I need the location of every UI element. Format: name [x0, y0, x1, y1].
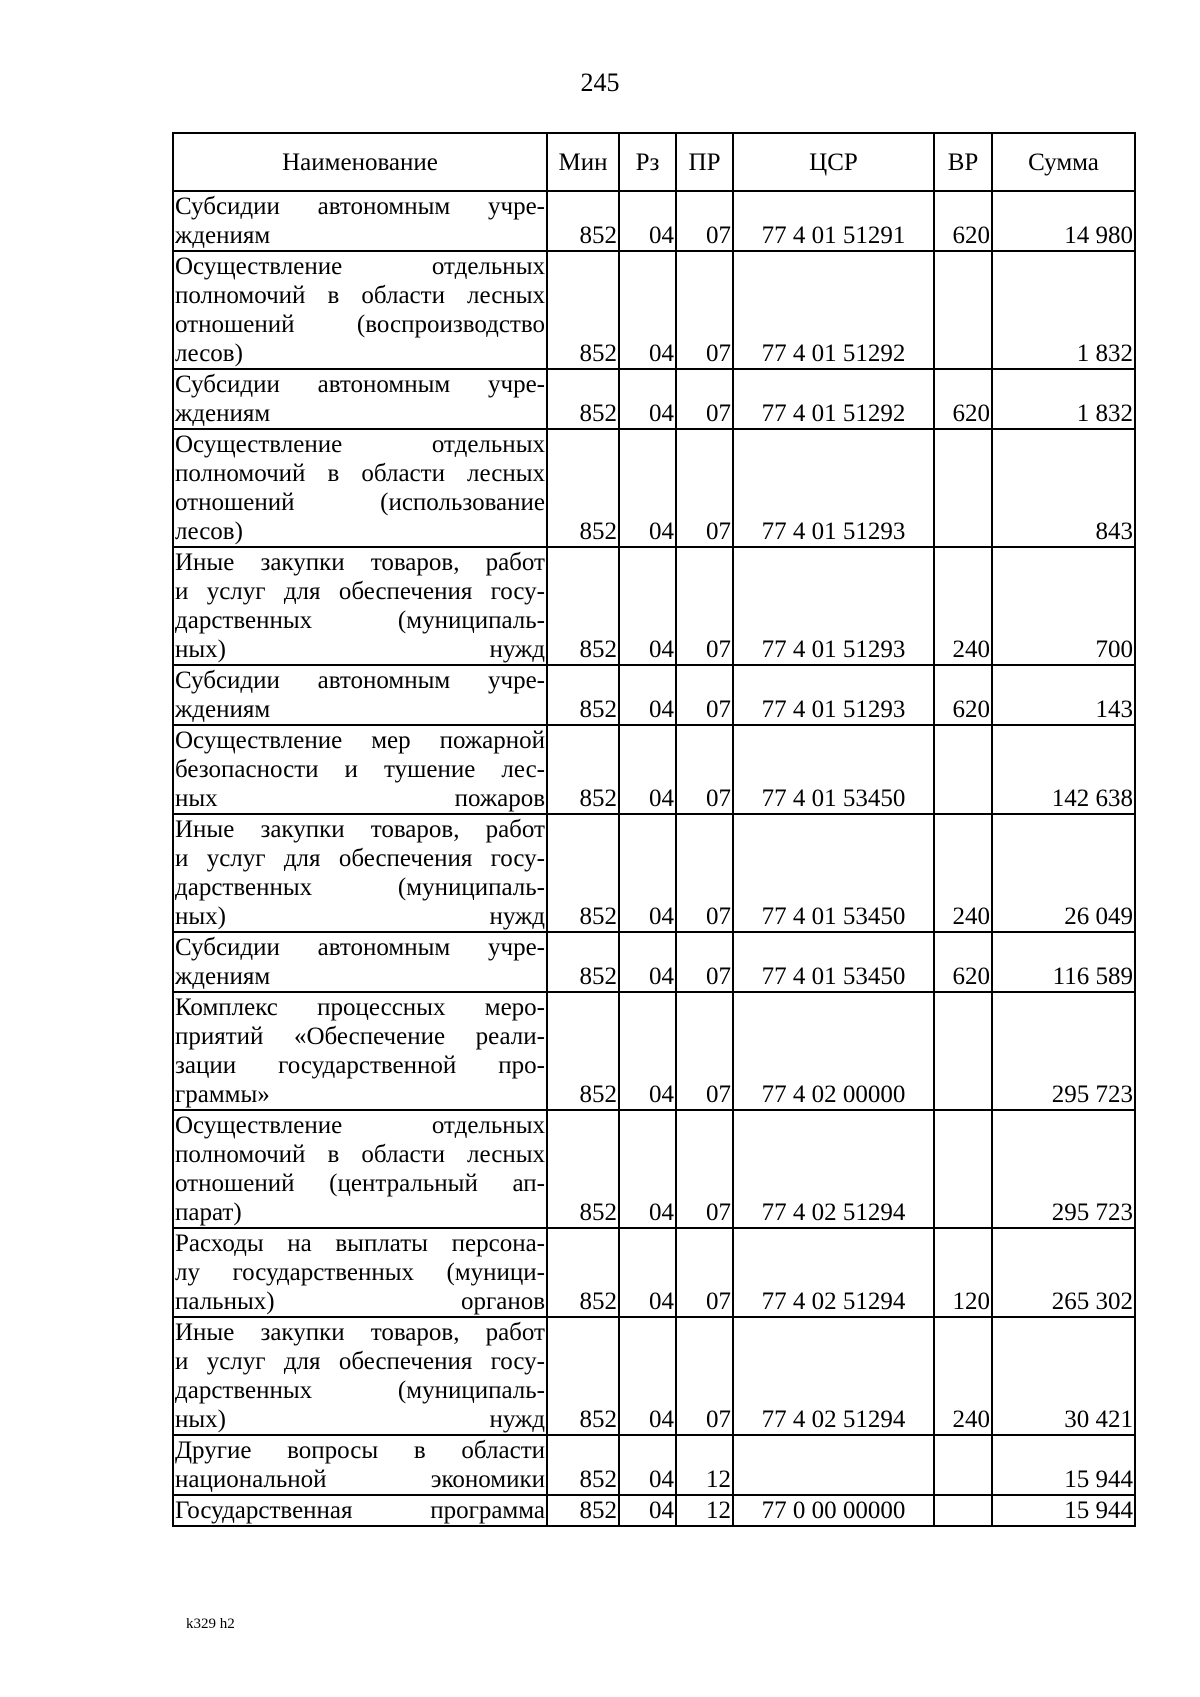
cell-name: Государственная программа: [175, 1497, 545, 1524]
cell-sum: 700: [992, 547, 1135, 665]
table-row: [173, 547, 1135, 665]
cell-sum: 265 302: [992, 1228, 1135, 1317]
table-row: [173, 429, 1135, 547]
cell-min: 852: [547, 1317, 619, 1435]
cell-csr: 77 4 02 51294: [733, 1110, 934, 1228]
cell-vr: [934, 725, 992, 814]
cell-vr: [934, 1435, 992, 1495]
cell-rz: 04: [619, 1317, 676, 1435]
header-min: Мин: [547, 133, 619, 191]
cell-csr: 77 0 00 00000: [733, 1495, 934, 1526]
cell-vr: 120: [934, 1228, 992, 1317]
cell-pr: 07: [676, 191, 733, 251]
table-row: [173, 932, 1135, 992]
cell-csr: 77 4 02 00000: [733, 992, 934, 1110]
table-row: [173, 992, 1135, 1110]
cell-rz: 04: [619, 1228, 676, 1317]
cell-name: Осуществление мер пожарной безопасности и тушение лес- ных пожаров: [175, 727, 545, 812]
header-rz: Рз: [619, 133, 676, 191]
table-row: [173, 251, 1135, 369]
cell-rz: 04: [619, 547, 676, 665]
cell-min: 852: [547, 429, 619, 547]
cell-sum: 142 638: [992, 725, 1135, 814]
table-row: [173, 1228, 1135, 1317]
cell-sum: 26 049: [992, 814, 1135, 932]
cell-csr: 77 4 01 51291: [733, 191, 934, 251]
page-number: 245: [580, 68, 620, 97]
cell-rz: 04: [619, 1110, 676, 1228]
table-row: [173, 814, 1135, 932]
cell-pr: 07: [676, 429, 733, 547]
footer-code: k329 h2: [186, 1616, 235, 1632]
cell-rz: 04: [619, 369, 676, 429]
cell-csr: 77 4 01 51292: [733, 369, 934, 429]
cell-min: 852: [547, 814, 619, 932]
cell-csr: [733, 1435, 934, 1495]
cell-name: Иные закупки товаров, работ и услуг для обеспечения госу- дарственных (муниципаль- ных) нужд: [175, 816, 545, 930]
table-row: [173, 369, 1135, 429]
cell-csr: 77 4 01 51293: [733, 429, 934, 547]
cell-vr: [934, 1495, 992, 1526]
cell-pr: 12: [676, 1435, 733, 1495]
cell-pr: 07: [676, 932, 733, 992]
cell-pr: 07: [676, 251, 733, 369]
header-sum: Сумма: [992, 133, 1135, 191]
table-row: [173, 665, 1135, 725]
table-row: [173, 725, 1135, 814]
cell-name: Субсидии автономным учре- ждениям: [175, 934, 545, 990]
cell-min: 852: [547, 932, 619, 992]
cell-sum: 1 832: [992, 251, 1135, 369]
header-csr: ЦСР: [733, 133, 934, 191]
cell-vr: [934, 1110, 992, 1228]
cell-rz: 04: [619, 1435, 676, 1495]
cell-vr: 240: [934, 1317, 992, 1435]
cell-pr: 12: [676, 1495, 733, 1526]
cell-name: Субсидии автономным учре- ждениям: [175, 667, 545, 723]
cell-rz: 04: [619, 429, 676, 547]
table-row: [173, 1110, 1135, 1228]
cell-vr: 240: [934, 814, 992, 932]
cell-csr: 77 4 01 51293: [733, 665, 934, 725]
table-row: [173, 1435, 1135, 1495]
cell-min: 852: [547, 191, 619, 251]
cell-name: Расходы на выплаты персона- лу государственных (муници- пальных) органов: [175, 1230, 545, 1315]
cell-rz: 04: [619, 992, 676, 1110]
cell-name: Субсидии автономным учре- ждениям: [175, 193, 545, 249]
cell-rz: 04: [619, 665, 676, 725]
cell-min: 852: [547, 992, 619, 1110]
cell-sum: 116 589: [992, 932, 1135, 992]
cell-rz: 04: [619, 1495, 676, 1526]
cell-sum: 1 832: [992, 369, 1135, 429]
cell-min: 852: [547, 369, 619, 429]
cell-name: Другие вопросы в области национальной экономики: [175, 1437, 545, 1493]
cell-min: 852: [547, 1435, 619, 1495]
cell-min: 852: [547, 547, 619, 665]
cell-rz: 04: [619, 932, 676, 992]
cell-pr: 07: [676, 992, 733, 1110]
cell-pr: 07: [676, 1228, 733, 1317]
cell-csr: 77 4 02 51294: [733, 1317, 934, 1435]
cell-vr: 620: [934, 665, 992, 725]
cell-vr: [934, 251, 992, 369]
cell-rz: 04: [619, 725, 676, 814]
cell-name: Иные закупки товаров, работ и услуг для обеспечения госу- дарственных (муниципаль- ных) нужд: [175, 549, 545, 663]
cell-sum: 30 421: [992, 1317, 1135, 1435]
cell-rz: 04: [619, 814, 676, 932]
table-header-row: [173, 133, 1135, 191]
budget-table: [172, 132, 1136, 1527]
table-row: [173, 191, 1135, 251]
cell-vr: 620: [934, 932, 992, 992]
cell-pr: 07: [676, 665, 733, 725]
cell-sum: 15 944: [992, 1435, 1135, 1495]
cell-csr: 77 4 01 53450: [733, 725, 934, 814]
cell-min: 852: [547, 251, 619, 369]
cell-csr: 77 4 02 51294: [733, 1228, 934, 1317]
table-row: [173, 1317, 1135, 1435]
cell-pr: 07: [676, 369, 733, 429]
cell-csr: 77 4 01 51293: [733, 547, 934, 665]
cell-vr: [934, 992, 992, 1110]
cell-rz: 04: [619, 191, 676, 251]
table-body: [173, 191, 1135, 1526]
header-vr: ВР: [934, 133, 992, 191]
cell-vr: 620: [934, 191, 992, 251]
cell-name: Осуществление отдельных полномочий в области лесных отношений (воспроизводство лесов): [175, 253, 545, 367]
cell-name: Иные закупки товаров, работ и услуг для обеспечения госу- дарственных (муниципаль- ных) нужд: [175, 1319, 545, 1433]
table-row: [173, 1495, 1135, 1526]
header-pr: ПР: [676, 133, 733, 191]
cell-min: 852: [547, 1228, 619, 1317]
cell-sum: 295 723: [992, 992, 1135, 1110]
cell-pr: 07: [676, 814, 733, 932]
cell-name: Осуществление отдельных полномочий в области лесных отношений (центральный ап- парат): [175, 1112, 545, 1226]
cell-csr: 77 4 01 53450: [733, 932, 934, 992]
cell-pr: 07: [676, 547, 733, 665]
cell-min: 852: [547, 725, 619, 814]
cell-sum: 15 944: [992, 1495, 1135, 1526]
cell-pr: 07: [676, 1317, 733, 1435]
cell-pr: 07: [676, 725, 733, 814]
cell-sum: 14 980: [992, 191, 1135, 251]
cell-csr: 77 4 01 53450: [733, 814, 934, 932]
cell-rz: 04: [619, 251, 676, 369]
cell-min: 852: [547, 665, 619, 725]
cell-sum: 295 723: [992, 1110, 1135, 1228]
cell-pr: 07: [676, 1110, 733, 1228]
cell-vr: 240: [934, 547, 992, 665]
cell-min: 852: [547, 1495, 619, 1526]
cell-sum: 843: [992, 429, 1135, 547]
cell-csr: 77 4 01 51292: [733, 251, 934, 369]
cell-sum: 143: [992, 665, 1135, 725]
cell-name: Комплекс процессных меро- приятий «Обеспечение реали- зации государственной про- граммы»: [175, 994, 545, 1108]
cell-name: Осуществление отдельных полномочий в области лесных отношений (использование лесов): [175, 431, 545, 545]
cell-min: 852: [547, 1110, 619, 1228]
cell-vr: [934, 429, 992, 547]
cell-name: Субсидии автономным учре- ждениям: [175, 371, 545, 427]
header-name: Наименование: [173, 133, 547, 191]
cell-vr: 620: [934, 369, 992, 429]
